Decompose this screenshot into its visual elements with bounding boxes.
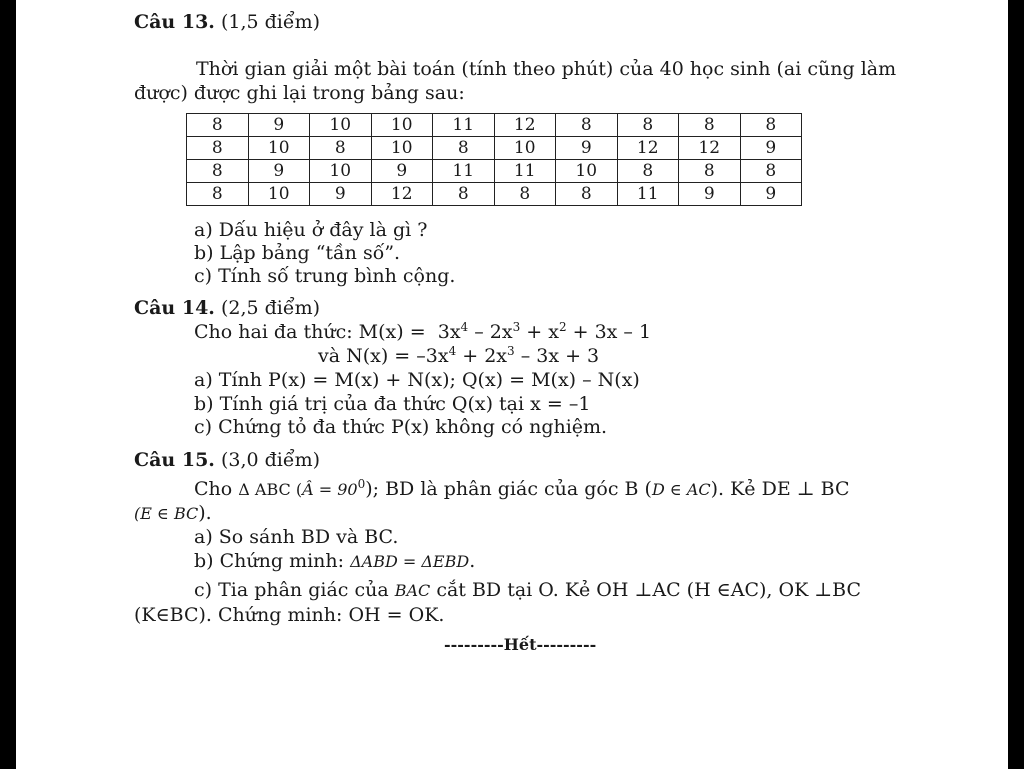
table-cell: 9 (248, 160, 310, 183)
table-cell: 9 (556, 137, 618, 160)
q14-points: (2,5 điểm) (220, 297, 320, 319)
table-cell: 10 (310, 114, 372, 137)
q15-part-a: a) So sánh BD và BC. (194, 526, 399, 548)
q14-polynomial-n (318, 344, 599, 368)
q14-polynomial-m (194, 320, 651, 344)
table-cell: 9 (679, 183, 741, 206)
table-cell: 12 (371, 183, 433, 206)
n-term2: + 2x (456, 345, 508, 367)
q13-part-b: b) Lập bảng “tần số”. (194, 242, 401, 264)
q15-points: (3,0 điểm) (220, 449, 320, 471)
table-row (187, 160, 802, 183)
table-cell: 10 (248, 183, 310, 206)
q15-b-congruence: ΔABD = ΔEBD (350, 552, 470, 571)
q15-part-b (194, 549, 475, 574)
table-cell: 8 (617, 114, 679, 137)
n-exp2: 3 (507, 344, 515, 358)
m-term3: + x (520, 321, 559, 343)
q13-title: Câu 13. (134, 11, 215, 33)
q15-b-dot: . (469, 550, 476, 572)
q13-points: (1,5 điểm) (220, 11, 320, 33)
m-exp2: 3 (512, 320, 521, 334)
q15-triangle: Δ ABC ( (238, 480, 303, 499)
n-prefix: và N(x) = –3x (318, 345, 449, 367)
table-cell: 9 (740, 183, 802, 206)
q15-part-c (194, 578, 861, 603)
table-cell: 8 (556, 183, 618, 206)
table-cell: 8 (494, 183, 556, 206)
table-cell: 10 (248, 137, 310, 160)
table-cell: 11 (433, 160, 495, 183)
q13-data-table (186, 113, 802, 206)
table-cell: 12 (679, 137, 741, 160)
table-cell: 11 (433, 114, 495, 137)
q15-c-angle: BAC (394, 581, 431, 600)
table-cell: 8 (556, 114, 618, 137)
n-term3: – 3x + 3 (514, 345, 600, 367)
q13-intro-line1: Thời gian giải một bài toán (tính theo phút) của 40 học sinh (ai cũng làm (196, 58, 897, 80)
q15-given-line1 (194, 477, 849, 502)
table-cell: 11 (617, 183, 679, 206)
table-cell: 8 (187, 114, 249, 137)
q15-part-c-line2: (K∈BC). Chứng minh: OH = OK. (134, 604, 445, 626)
m-term1: 3x (437, 321, 461, 343)
q15-bisector-text: ); BD là phân giác của góc B ( (365, 478, 652, 500)
q14-part-c: c) Chứng tỏ đa thức P(x) không có nghiệm. (194, 416, 608, 438)
table-cell: 11 (494, 160, 556, 183)
m-term4: + 3x – 1 (566, 321, 652, 343)
table-cell: 8 (433, 137, 495, 160)
table-cell: 8 (433, 183, 495, 206)
table-cell: 8 (187, 137, 249, 160)
table-cell: 9 (248, 114, 310, 137)
end-marker: ---------Hết--------- (444, 635, 597, 654)
q13-part-a: a) Dấu hiệu ở đây là gì ? (194, 219, 428, 241)
m-exp1: 4 (460, 320, 469, 334)
q15-heading (134, 448, 320, 472)
q15-e-in-bc: (E ∈ BC (134, 504, 199, 523)
q15-title: Câu 15. (134, 449, 215, 471)
table-cell: 8 (310, 137, 372, 160)
table-cell: 8 (740, 114, 802, 137)
q13-heading (134, 10, 320, 34)
q14-title: Câu 14. (134, 297, 215, 319)
table-row (187, 114, 802, 137)
table-cell: 8 (187, 183, 249, 206)
table-cell: 10 (371, 114, 433, 137)
q15-close-paren: ). (198, 502, 212, 524)
table-row (187, 183, 802, 206)
m-exp3: 2 (558, 320, 567, 334)
table-cell: 12 (494, 114, 556, 137)
q14-given-prefix: Cho hai đa thức: (194, 321, 353, 343)
table-cell: 9 (740, 137, 802, 160)
table-cell: 12 (617, 137, 679, 160)
q14-part-b: b) Tính giá trị của đa thức Q(x) tại x = –1 (194, 393, 591, 415)
m-lhs: M(x) = (358, 321, 426, 343)
table-cell: 9 (310, 183, 372, 206)
q13-intro-line2: được) được ghi lại trong bảng sau: (134, 82, 465, 104)
table-cell: 8 (679, 160, 741, 183)
table-cell: 10 (494, 137, 556, 160)
q15-d-in-ac: D ∈ AC (651, 480, 711, 499)
q15-cho: Cho (194, 478, 233, 500)
table-cell: 10 (556, 160, 618, 183)
table-cell: 9 (371, 160, 433, 183)
m-term2: – 2x (468, 321, 513, 343)
q15-c-prefix: c) Tia phân giác của (194, 579, 389, 601)
table-cell: 10 (371, 137, 433, 160)
exam-page (16, 0, 1008, 769)
table-cell: 8 (740, 160, 802, 183)
table-cell: 8 (679, 114, 741, 137)
q14-heading (134, 296, 320, 320)
q13-part-c: c) Tính số trung bình cộng. (194, 265, 456, 287)
n-exp1: 4 (448, 344, 457, 358)
q15-b-prefix: b) Chứng minh: (194, 550, 345, 572)
table-cell: 10 (310, 160, 372, 183)
q15-angle-a: Â = 90 (302, 480, 358, 499)
q15-degree: 0 (357, 477, 366, 491)
table-cell: 8 (187, 160, 249, 183)
q14-part-a: a) Tính P(x) = M(x) + N(x); Q(x) = M(x) – N(x) (194, 369, 640, 391)
table-cell: 8 (617, 160, 679, 183)
q15-c-rest: cắt BD tại O. Kẻ OH ⊥AC (H ∈AC), OK ⊥BC (436, 579, 862, 601)
q15-de-perp: ). Kẻ DE ⊥ BC (710, 478, 850, 500)
q15-given-line2 (134, 501, 212, 526)
table-row (187, 137, 802, 160)
